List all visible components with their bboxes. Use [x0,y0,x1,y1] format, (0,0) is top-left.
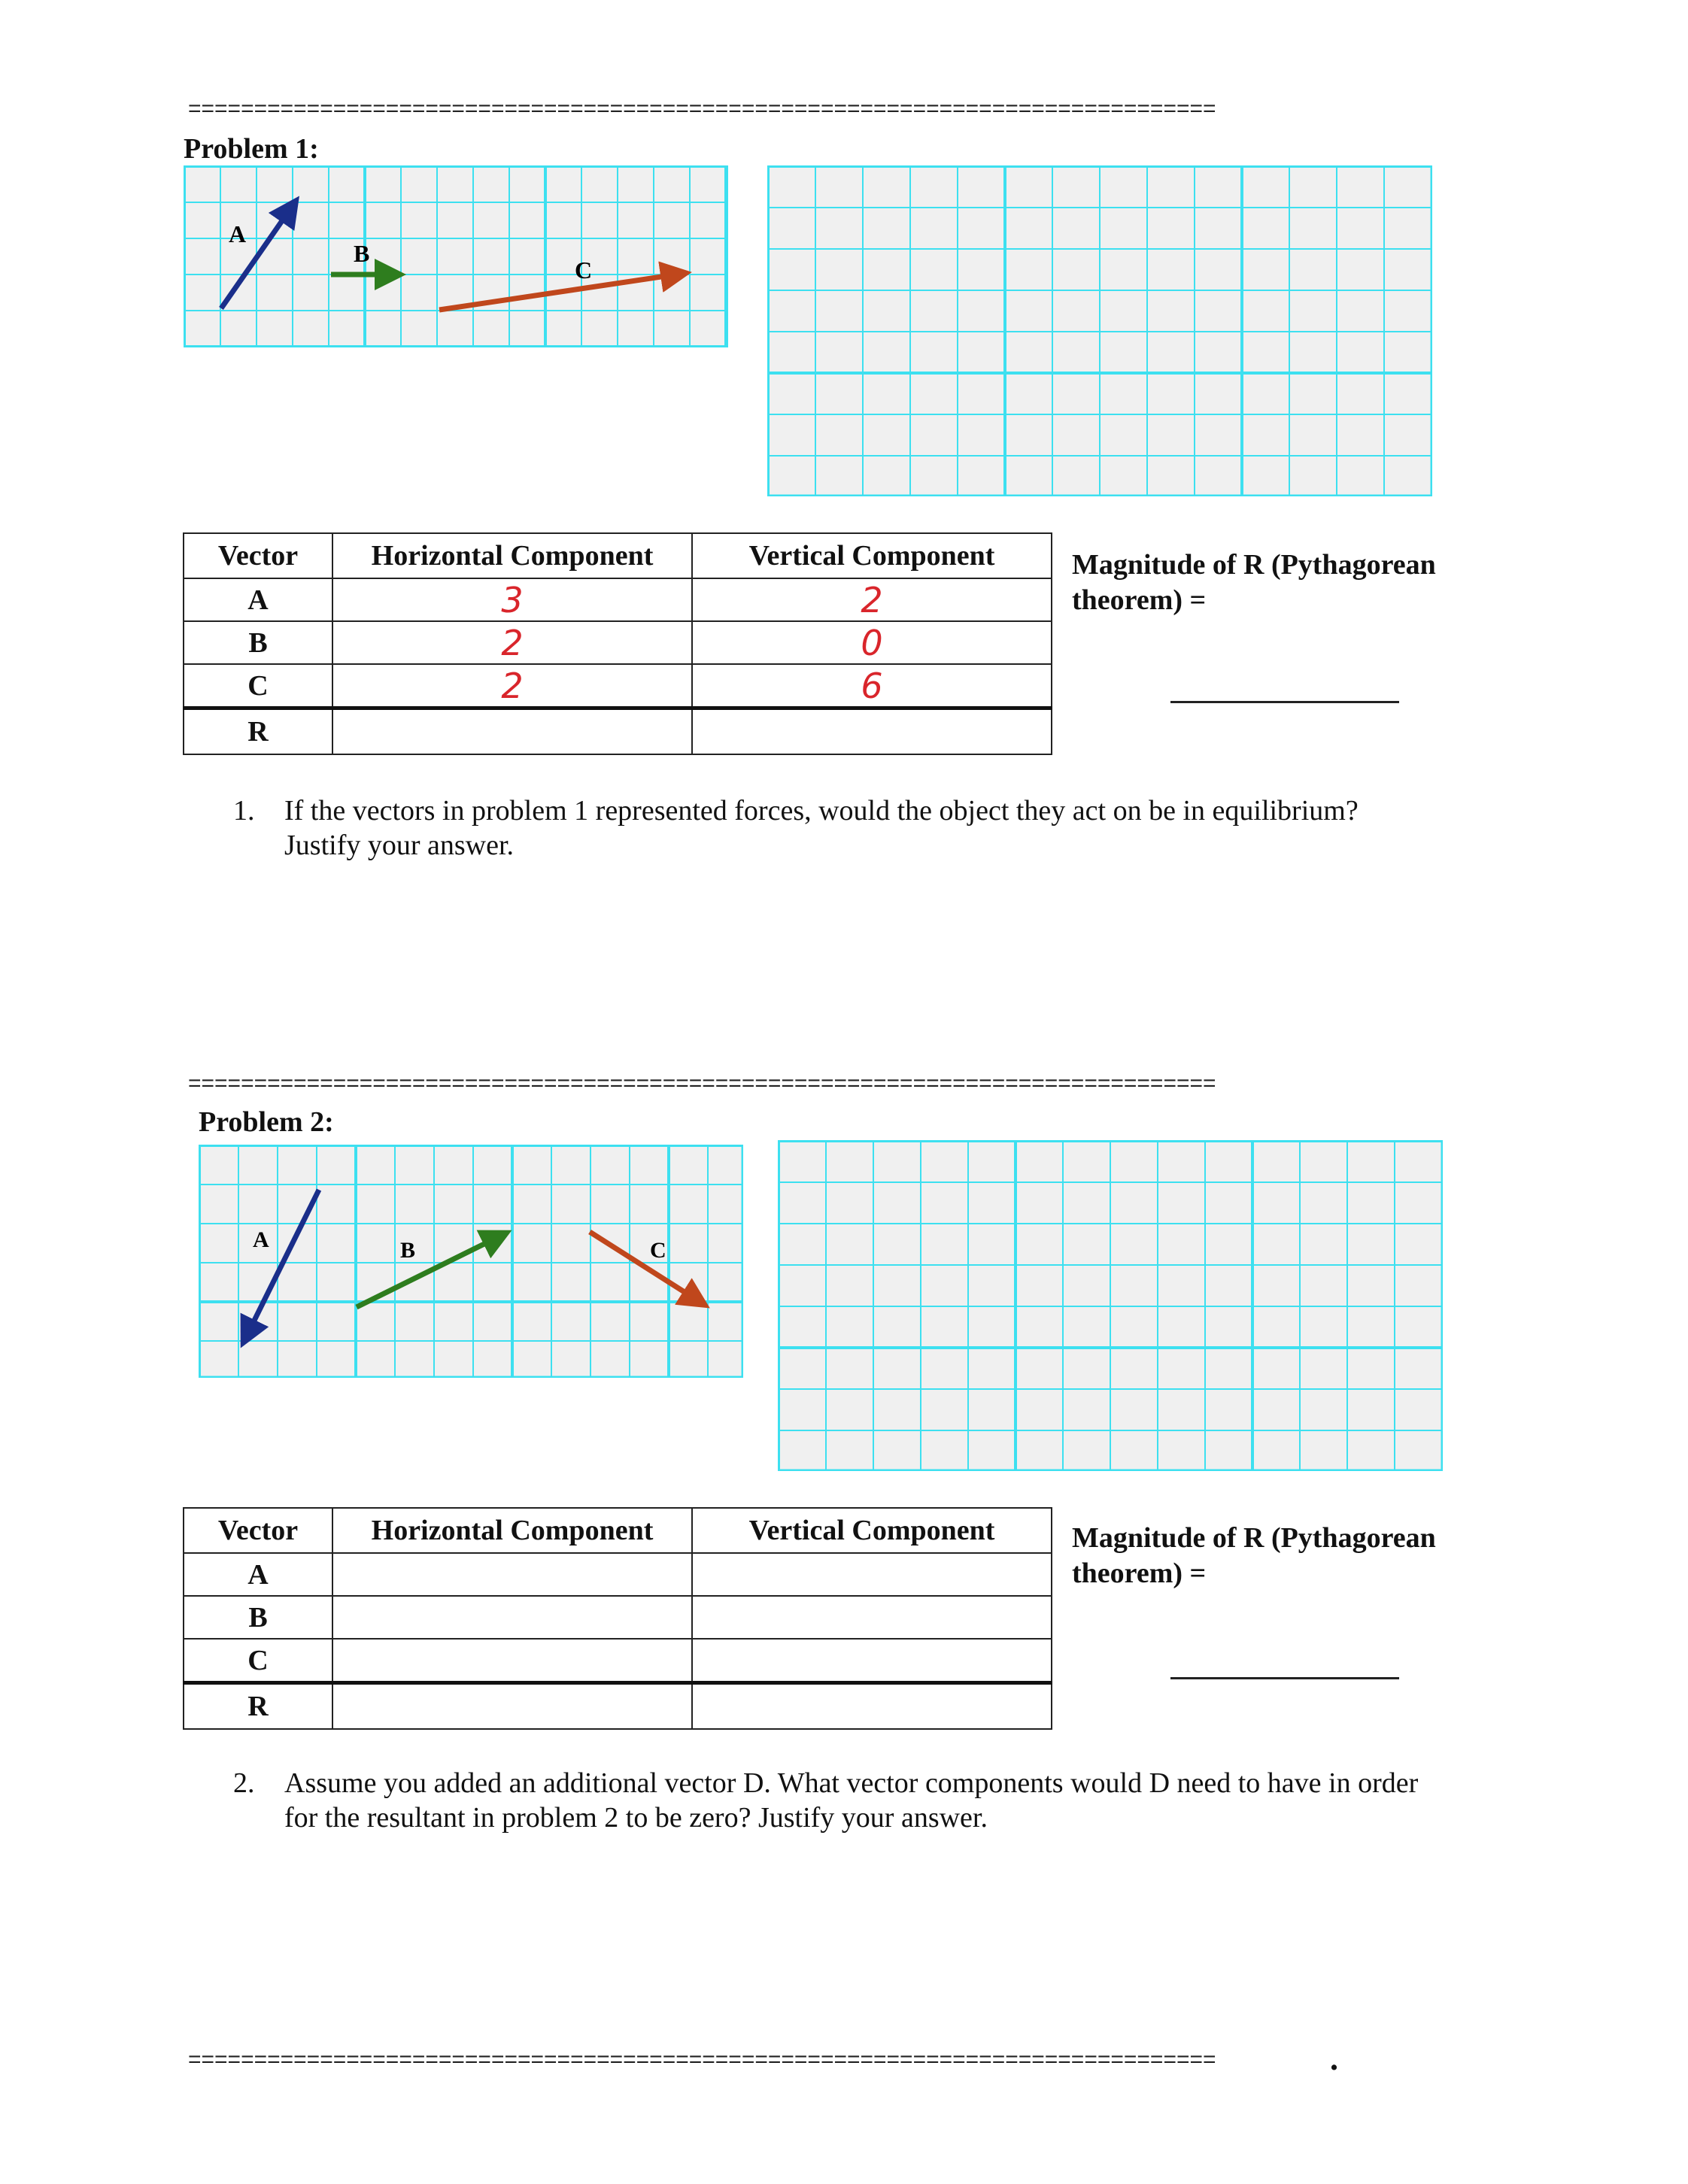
question-1 [233,793,1512,869]
vector-cell: C [184,1639,332,1683]
vertical-cell[interactable]: 2 [692,578,1052,621]
question-2-number: 2. [233,1767,255,1799]
vertical-cell[interactable] [692,1553,1052,1596]
vector-c-label: C [575,256,593,284]
magnitude-label-line1: Magnitude of R (Pythagorean [1072,1522,1436,1554]
magnitude-label [1072,548,1436,618]
vector-cell: R [184,708,332,755]
magnitude-label-line2: theorem) = [1072,584,1207,616]
vector-a-label: A [253,1227,269,1252]
vector-c-label: C [650,1238,666,1263]
table-header-row [184,1508,1052,1553]
header-horizontal: Horizontal Component [332,1508,692,1553]
table-row [184,1639,1052,1683]
horizontal-cell[interactable] [332,1596,692,1639]
vertical-cell[interactable]: 6 [692,664,1052,708]
problem-2-title: Problem 2: [199,1106,334,1138]
magnitude-label [1072,1521,1436,1591]
magnitude-label-line1: Magnitude of R (Pythagorean [1072,549,1436,581]
vertical-cell[interactable] [692,708,1052,755]
end-mark: . [1330,2040,1338,2077]
vector-cell: A [184,578,332,621]
table-row [184,664,1052,708]
header-vertical: Vertical Component [692,1508,1052,1553]
problem-1-vector-grid [184,165,728,347]
vector-b-label: B [354,240,370,267]
vector-cell: A [184,1553,332,1596]
question-2-line1: Assume you added an additional vector D. What vector components would D need to have in order [284,1767,1419,1799]
table-row [184,621,1052,664]
magnitude-label-line2: theorem) = [1072,1558,1207,1589]
problem-2-answer-grid[interactable] [778,1140,1443,1471]
table-row-resultant [184,708,1052,755]
vector-b-label: B [400,1238,416,1263]
table-row-resultant [184,1683,1052,1730]
header-horizontal: Horizontal Component [332,533,692,578]
separator-line: ============================================================================== [188,2047,1216,2072]
problem-2-vector-grid [199,1145,743,1378]
problem-1-title: Problem 1: [184,133,319,165]
horizontal-cell[interactable] [332,1553,692,1596]
separator-line: ============================================================================== [188,96,1216,121]
vector-cell: R [184,1683,332,1730]
magnitude-answer-blank[interactable] [1170,1661,1399,1679]
vector-a-label: A [229,220,247,247]
separator-line: ============================================================================== [188,1071,1216,1096]
horizontal-cell[interactable] [332,1683,692,1730]
question-1-line1: If the vectors in problem 1 represented forces, would the object they act on be in equilibrium? [284,795,1359,827]
horizontal-cell[interactable]: 2 [332,664,692,708]
question-1-number: 1. [233,795,255,827]
question-1-text [284,793,1359,863]
vertical-cell[interactable] [692,1639,1052,1683]
problem-2-component-table [183,1507,1052,1730]
header-vertical: Vertical Component [692,533,1052,578]
vertical-cell[interactable]: 0 [692,621,1052,664]
question-2-line2: for the resultant in problem 2 to be zero? Justify your answer. [284,1802,988,1834]
question-2-text [284,1766,1418,1835]
vector-cell: C [184,664,332,708]
magnitude-answer-blank[interactable] [1170,684,1399,703]
problem-1-component-table [183,532,1052,755]
header-vector: Vector [184,533,332,578]
table-row [184,578,1052,621]
question-1-line2: Justify your answer. [284,830,515,861]
table-header-row [184,533,1052,578]
vector-cell: B [184,1596,332,1639]
vector-cell: B [184,621,332,664]
horizontal-cell[interactable]: 3 [332,578,692,621]
table-row [184,1553,1052,1596]
vertical-cell[interactable] [692,1683,1052,1730]
horizontal-cell[interactable] [332,708,692,755]
question-2 [233,1766,1557,1841]
horizontal-cell[interactable] [332,1639,692,1683]
problem-1-answer-grid[interactable] [767,165,1432,496]
vertical-cell[interactable] [692,1596,1052,1639]
header-vector: Vector [184,1508,332,1553]
horizontal-cell[interactable]: 2 [332,621,692,664]
table-row [184,1596,1052,1639]
